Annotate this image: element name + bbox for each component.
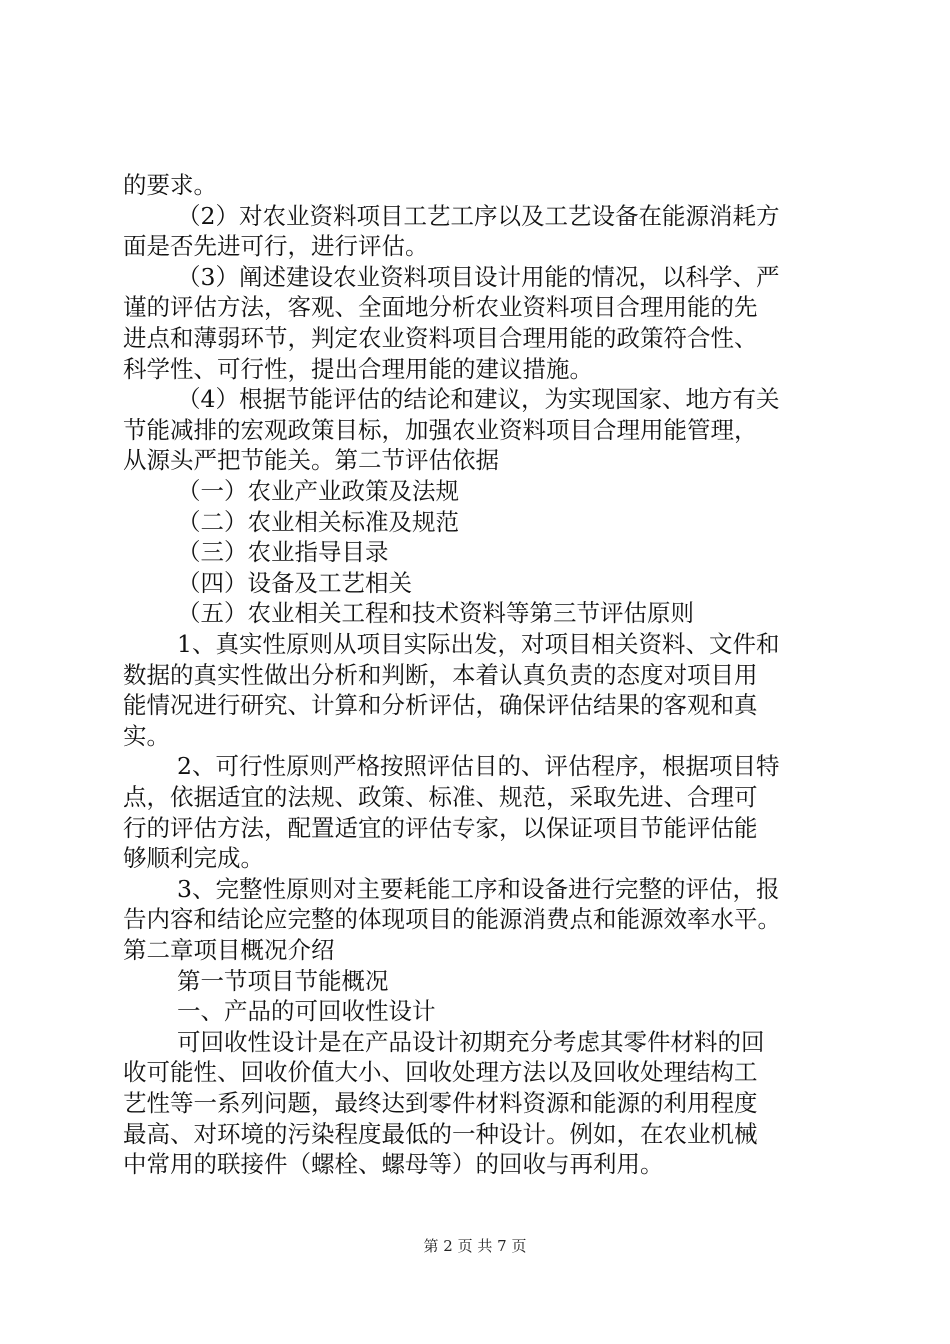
text-line: 行的评估方法，配置适宜的评估专家，以保证项目节能评估能: [123, 814, 758, 842]
text-line: 可回收性设计是在产品设计初期充分考虑其零件材料的回: [177, 1028, 765, 1056]
text-line: 艺性等一系列问题，最终达到零件材料资源和能源的利用程度: [123, 1089, 758, 1117]
text-line: （3）阐述建设农业资料项目设计用能的情况，以科学、严: [177, 263, 780, 291]
text-line: 节能减排的宏观政策目标，加强农业资料项目合理用能管理，: [123, 416, 758, 444]
text-line: 谨的评估方法，客观、全面地分析农业资料项目合理用能的先: [123, 293, 758, 321]
page-number-footer: 第 2 页 共 7 页: [423, 1237, 527, 1255]
section-heading: 第一节项目节能概况: [177, 967, 389, 995]
text-line: 科学性、可行性，提出合理用能的建议措施。: [123, 355, 593, 383]
text-line: （一）农业产业政策及法规: [177, 477, 459, 505]
text-line: （四）设备及工艺相关: [177, 569, 412, 597]
text-line: 从源头严把节能关。第二节评估依据: [123, 446, 499, 474]
text-line: 够顺利完成。: [123, 844, 264, 872]
text-line: （4）根据节能评估的结论和建议，为实现国家、地方有关: [177, 385, 780, 413]
text-line: 1、真实性原则从项目实际出发，对项目相关资料、文件和: [177, 630, 780, 658]
text-line: 的要求。: [123, 171, 217, 199]
text-line: 2、可行性原则严格按照评估目的、评估程序，根据项目特: [177, 752, 780, 780]
text-line: （五）农业相关工程和技术资料等第三节评估原则: [177, 599, 694, 627]
subsection-heading: 一、产品的可回收性设计: [177, 997, 436, 1025]
text-line: 进点和薄弱环节，判定农业资料项目合理用能的政策符合性、: [123, 324, 758, 352]
text-line: （二）农业相关标准及规范: [177, 508, 459, 536]
text-line: 收可能性、回收价值大小、回收处理方法以及回收处理结构工: [123, 1058, 758, 1086]
text-line: 面是否先进可行，进行评估。: [123, 232, 429, 260]
text-line: 数据的真实性做出分析和判断，本着认真负责的态度对项目用: [123, 661, 758, 689]
text-line: 告内容和结论应完整的体现项目的能源消费点和能源效率水平。: [123, 905, 781, 933]
text-line: 中常用的联接件（螺栓、螺母等）的回收与再利用。: [123, 1150, 664, 1178]
text-line: （2）对农业资料项目工艺工序以及工艺设备在能源消耗方: [177, 202, 780, 230]
chapter-heading: 第二章项目概况介绍: [123, 936, 335, 964]
text-line: 点，依据适宜的法规、政策、标准、规范，采取先进、合理可: [123, 783, 758, 811]
text-line: 最高、对环境的污染程度最低的一种设计。例如，在农业机械: [123, 1120, 758, 1148]
text-line: 能情况进行研究、计算和分析评估，确保评估结果的客观和真: [123, 691, 758, 719]
text-line: （三）农业指导目录: [177, 538, 389, 566]
text-line: 3、完整性原则对主要耗能工序和设备进行完整的评估，报: [177, 875, 780, 903]
text-line: 实。: [123, 722, 170, 750]
